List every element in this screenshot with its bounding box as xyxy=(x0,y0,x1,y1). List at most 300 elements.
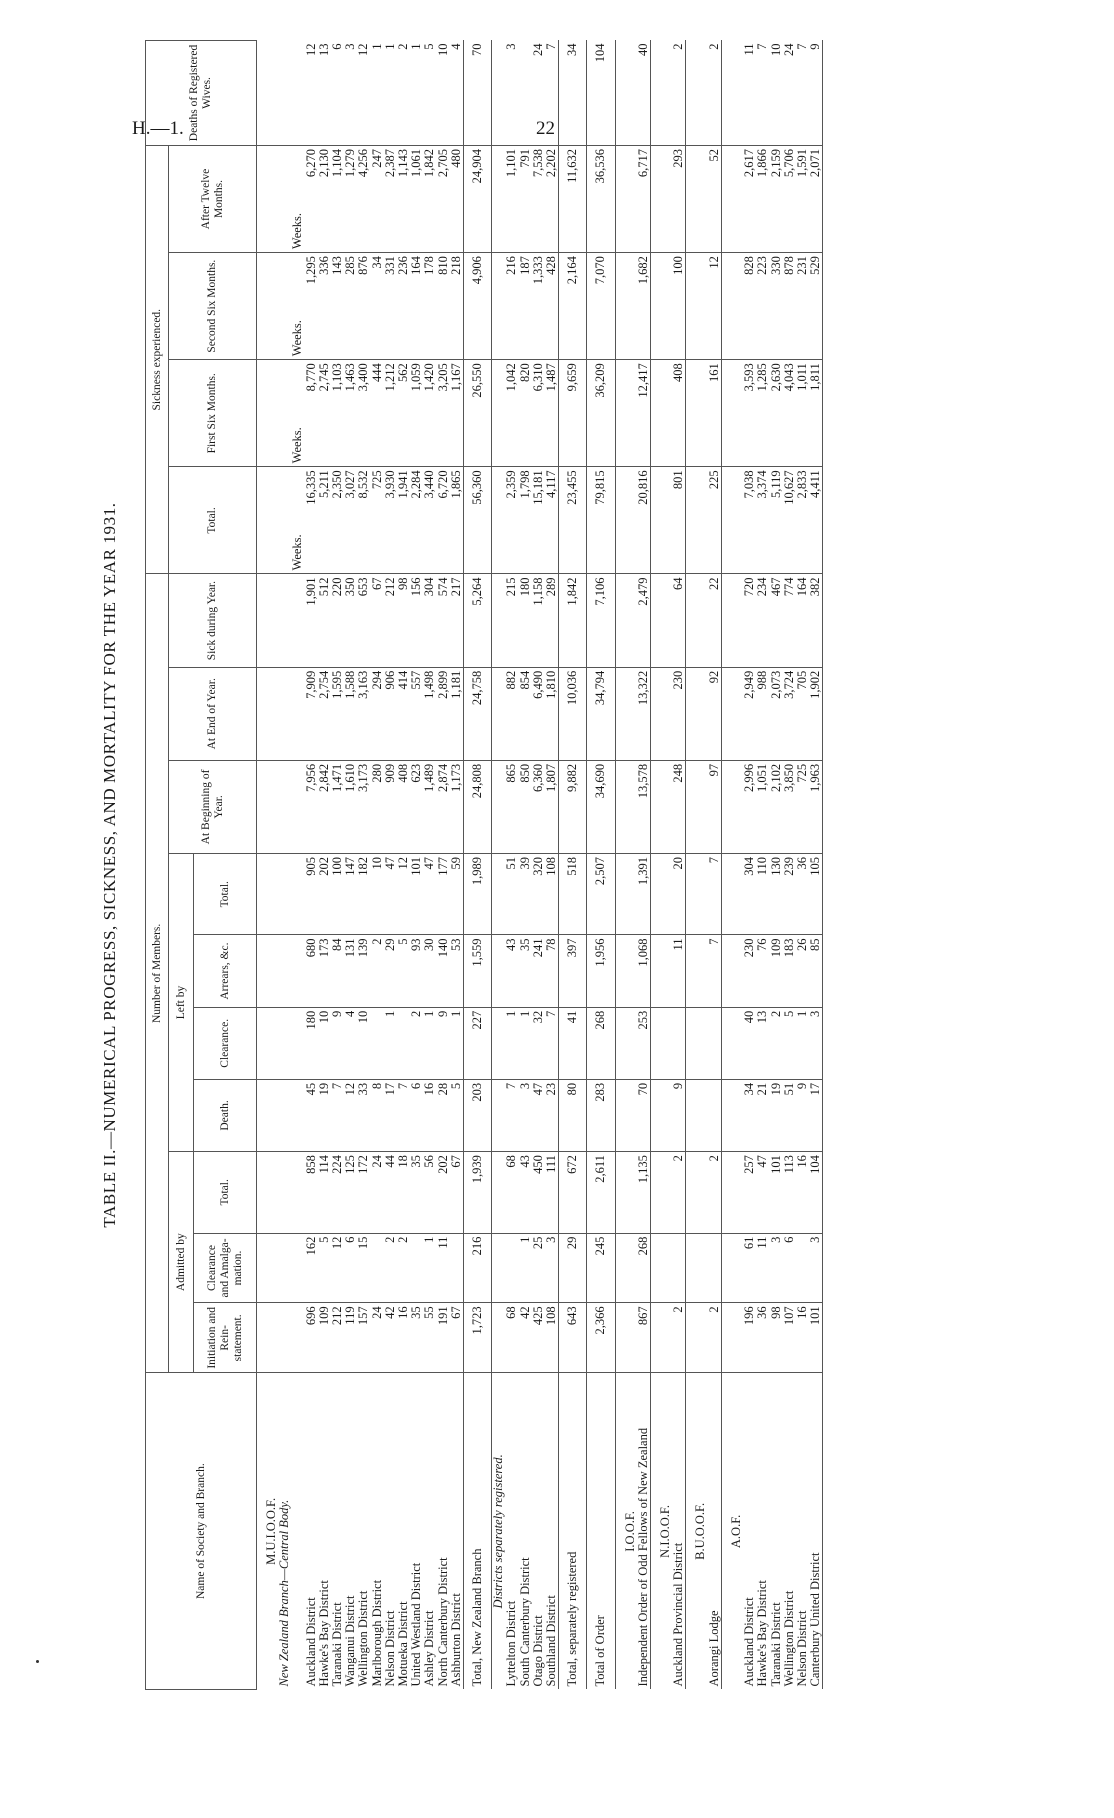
table-cell: 36 xyxy=(796,854,809,936)
table-cell: 6 xyxy=(344,1233,357,1303)
table-cell: 9 xyxy=(672,1079,686,1151)
table-cell: 1,941 xyxy=(397,467,410,574)
table-cell: 2 xyxy=(410,1007,423,1079)
table-cell: 1,989 xyxy=(464,854,492,936)
empty-cell xyxy=(651,41,673,146)
table-row xyxy=(357,41,370,1690)
table-cell: 12,417 xyxy=(637,360,651,467)
table-cell: 2,842 xyxy=(318,760,331,853)
table-cell: 529 xyxy=(809,253,823,360)
table-cell: 220 xyxy=(331,574,344,667)
empty-cell xyxy=(721,935,743,1007)
table-cell: 218 xyxy=(450,253,464,360)
empty-cell xyxy=(492,360,506,467)
empty-cell xyxy=(651,574,673,667)
table-cell: 3,374 xyxy=(756,467,769,574)
table-cell: 30 xyxy=(423,935,436,1007)
table-cell: 1 xyxy=(519,1233,532,1303)
table-cell: 1,333 xyxy=(532,253,545,360)
table-cell: 41 xyxy=(559,1007,587,1079)
table-cell: 1,559 xyxy=(464,935,492,1007)
table-cell: 1,173 xyxy=(450,760,464,853)
table-cell: 161 xyxy=(708,360,722,467)
table-cell: 720 xyxy=(743,574,756,667)
table-cell: 24,808 xyxy=(464,760,492,853)
empty-cell xyxy=(721,1079,743,1151)
total-row xyxy=(559,41,587,1690)
empty-cell xyxy=(721,667,743,760)
table-cell: 331 xyxy=(384,253,397,360)
table-cell: 59 xyxy=(450,854,464,936)
table-cell: 1,811 xyxy=(809,360,823,467)
table-cell: 7 xyxy=(756,41,769,146)
table-cell: 1,963 xyxy=(809,760,823,853)
table-row xyxy=(545,41,559,1690)
table-cell: 227 xyxy=(464,1007,492,1079)
table-cell: 35 xyxy=(410,1152,423,1234)
table-cell: 241 xyxy=(532,935,545,1007)
table-cell: 820 xyxy=(519,360,532,467)
table-cell: 101 xyxy=(809,1303,823,1373)
table-cell: 28 xyxy=(437,1079,450,1151)
empty-cell xyxy=(615,760,637,853)
table-cell: 906 xyxy=(384,667,397,760)
table-cell: 3,724 xyxy=(783,667,796,760)
table-cell: 2 xyxy=(708,1152,722,1234)
table-cell: 19 xyxy=(318,1079,331,1151)
table-cell: 13,578 xyxy=(637,760,651,853)
table-cell: 9 xyxy=(437,1007,450,1079)
order-total-row xyxy=(587,41,615,1690)
table-cell: 7 xyxy=(397,1079,410,1151)
society-heading-row xyxy=(257,41,279,1690)
table-cell xyxy=(708,1079,722,1151)
table-cell: 7,070 xyxy=(587,253,615,360)
table-cell: Marlborough District xyxy=(369,1579,384,1687)
col-header-arrears: Arrears, &c. xyxy=(194,935,257,1007)
table-cell: 1,391 xyxy=(637,854,651,936)
table-cell: 5 xyxy=(423,41,436,146)
table-cell: 2,617 xyxy=(743,145,756,252)
table-cell: 6,717 xyxy=(637,145,651,252)
table-cell: 225 xyxy=(708,467,722,574)
table-cell: 8,532 xyxy=(357,467,370,574)
table-cell xyxy=(371,1007,384,1079)
table-cell: 6,310 xyxy=(532,360,545,467)
table-cell: 16,335 xyxy=(305,467,318,574)
table-row xyxy=(708,41,722,1690)
table-cell: 26 xyxy=(796,935,809,1007)
table-cell: 801 xyxy=(672,467,686,574)
table-cell: 98 xyxy=(770,1303,783,1373)
table-cell: 3,930 xyxy=(384,467,397,574)
table-cell: 850 xyxy=(519,760,532,853)
table-cell: 5,211 xyxy=(318,467,331,574)
table-cell: 43 xyxy=(505,935,518,1007)
table-cell: Total, separately registered xyxy=(559,1373,587,1690)
table-cell: 24 xyxy=(371,1152,384,1234)
table-cell: 2 xyxy=(371,935,384,1007)
table-cell: 1 xyxy=(796,1007,809,1079)
empty-cell xyxy=(686,935,708,1007)
table-cell: 3 xyxy=(809,1233,823,1303)
empty-cell xyxy=(257,1303,279,1373)
table-cell: 1,212 xyxy=(384,360,397,467)
table-cell: 7,106 xyxy=(587,574,615,667)
table-cell: 42 xyxy=(519,1303,532,1373)
table-cell: 1,610 xyxy=(344,760,357,853)
table-cell: 110 xyxy=(756,854,769,936)
table-cell: 114 xyxy=(318,1152,331,1234)
table-cell: 97 xyxy=(708,760,722,853)
table-cell: 7 xyxy=(331,1079,344,1151)
table-cell: 216 xyxy=(464,1233,492,1303)
table-cell: 3 xyxy=(519,1079,532,1151)
table-cell: 108 xyxy=(545,1303,559,1373)
table-cell: 1 xyxy=(423,1233,436,1303)
page-number: 22 xyxy=(536,118,555,139)
table-cell: Independent Order of Odd Fellows of New Zealand xyxy=(635,1427,650,1687)
table-cell: 253 xyxy=(637,1007,651,1079)
empty-cell xyxy=(291,1079,304,1151)
empty-cell xyxy=(615,1233,637,1303)
table-cell: 5,706 xyxy=(783,145,796,252)
empty-cell xyxy=(686,1233,708,1303)
table-row xyxy=(770,41,783,1690)
table-cell: Nelson District xyxy=(382,1610,397,1687)
table-cell: 18 xyxy=(397,1152,410,1234)
col-header-second-six-months: Second Six Months. xyxy=(169,253,257,360)
table-cell: 268 xyxy=(587,1007,615,1079)
table-row xyxy=(519,41,532,1690)
table-cell: 6,270 xyxy=(305,145,318,252)
table-cell: 1,011 xyxy=(796,360,809,467)
table-cell: Auckland District xyxy=(303,1597,318,1687)
table-cell: 3 xyxy=(809,1007,823,1079)
empty-cell xyxy=(651,667,673,760)
table-cell: 1,059 xyxy=(410,360,423,467)
empty-cell xyxy=(257,1079,279,1151)
table-cell: 2,833 xyxy=(796,467,809,574)
table-cell: 29 xyxy=(559,1233,587,1303)
empty-cell xyxy=(615,574,637,667)
table-cell: 7,909 xyxy=(305,667,318,760)
table-cell: 10 xyxy=(770,41,783,146)
empty-cell xyxy=(686,41,708,146)
scan-speck xyxy=(36,1660,39,1663)
table-cell: 2 xyxy=(397,41,410,146)
table-cell: 574 xyxy=(437,574,450,667)
empty-cell xyxy=(257,935,279,1007)
table-cell: 2,071 xyxy=(809,145,823,252)
table-cell: 239 xyxy=(783,854,796,936)
col-header-deaths-of-wives: Deaths of Registered Wives. xyxy=(146,41,257,146)
table-cell: 9,659 xyxy=(559,360,587,467)
table-cell: 2,874 xyxy=(437,760,450,853)
table-cell: 2,899 xyxy=(437,667,450,760)
table-cell: 562 xyxy=(397,360,410,467)
col-group-sickness-experienced: Sickness experienced. xyxy=(146,145,169,574)
empty-cell xyxy=(291,1373,304,1690)
table-cell: 3,400 xyxy=(357,360,370,467)
table-cell: 10 xyxy=(371,854,384,936)
empty-cell xyxy=(492,467,506,574)
table-cell: 867 xyxy=(637,1303,651,1373)
table-cell: 2 xyxy=(384,1233,397,1303)
table-cell: 248 xyxy=(672,760,686,853)
table-cell: 16 xyxy=(423,1079,436,1151)
numerical-progress-table xyxy=(145,40,823,1690)
table-cell: 67 xyxy=(450,1152,464,1234)
empty-cell xyxy=(492,574,506,667)
table-cell: 7 xyxy=(545,1007,559,1079)
table-cell: 12 xyxy=(331,1233,344,1303)
table-cell: 29 xyxy=(384,935,397,1007)
col-header-at-beginning: At Beginning of Year. xyxy=(169,760,257,853)
col-header-total-admitted: Total. xyxy=(194,1152,257,1234)
empty-cell xyxy=(291,1007,304,1079)
table-cell: 22 xyxy=(708,574,722,667)
table-cell: 4,411 xyxy=(809,467,823,574)
table-cell xyxy=(708,1233,722,1303)
empty-cell xyxy=(257,574,279,667)
empty-cell xyxy=(291,41,304,146)
empty-cell xyxy=(686,667,708,760)
col-header-first-six-months: First Six Months. xyxy=(169,360,257,467)
empty-cell xyxy=(651,1079,673,1151)
col-header-sick-during: Sick during Year. xyxy=(169,574,257,667)
empty-cell xyxy=(651,1233,673,1303)
col-group-left-by: Left by xyxy=(169,854,194,1152)
table-cell: 1,158 xyxy=(532,574,545,667)
table-cell: 6 xyxy=(410,1079,423,1151)
table-cell xyxy=(371,1233,384,1303)
empty-cell xyxy=(278,1152,291,1234)
table-cell: 157 xyxy=(357,1303,370,1373)
table-cell: 1,810 xyxy=(545,667,559,760)
table-cell: 643 xyxy=(559,1303,587,1373)
table-row xyxy=(423,41,436,1690)
table-cell: 2,507 xyxy=(587,854,615,936)
table-cell: 408 xyxy=(397,760,410,853)
table-cell xyxy=(672,1007,686,1079)
table-cell: 36 xyxy=(756,1303,769,1373)
table-cell: 172 xyxy=(357,1152,370,1234)
table-row xyxy=(371,41,384,1690)
table-cell: 988 xyxy=(756,667,769,760)
empty-cell xyxy=(492,667,506,760)
table-cell: 100 xyxy=(672,253,686,360)
table-cell: 55 xyxy=(423,1303,436,1373)
table-cell: 10 xyxy=(357,1007,370,1079)
table-cell: Districts separately registered. xyxy=(492,1373,506,1690)
table-cell: 1,956 xyxy=(587,935,615,1007)
empty-cell xyxy=(615,1152,637,1234)
table-cell: 35 xyxy=(519,935,532,1007)
table-cell: 196 xyxy=(743,1303,756,1373)
table-cell: 1,591 xyxy=(796,145,809,252)
table-cell: 3 xyxy=(770,1233,783,1303)
table-cell xyxy=(450,1233,464,1303)
table-cell: 180 xyxy=(519,574,532,667)
table-cell: 1,901 xyxy=(305,574,318,667)
weeks-unit-row xyxy=(291,41,304,1690)
table-cell: 51 xyxy=(783,1079,796,1151)
table-cell: 293 xyxy=(672,145,686,252)
table-cell: 92 xyxy=(708,667,722,760)
table-cell: 289 xyxy=(545,574,559,667)
table-cell: 24,758 xyxy=(464,667,492,760)
empty-cell xyxy=(686,760,708,853)
col-header-initiation: Initiation and Rein-statement. xyxy=(194,1303,257,1373)
table-cell: 1,143 xyxy=(397,145,410,252)
table-cell: 336 xyxy=(318,253,331,360)
col-header-name: Name of Society and Branch. xyxy=(146,1373,257,1690)
table-cell: A.O.F. xyxy=(721,1373,743,1690)
table-row xyxy=(672,41,686,1690)
table-cell: 187 xyxy=(519,253,532,360)
table-cell: 11 xyxy=(756,1233,769,1303)
table-cell: 350 xyxy=(344,574,357,667)
table-cell: 3 xyxy=(344,41,357,146)
table-cell: 45 xyxy=(305,1079,318,1151)
empty-cell xyxy=(686,854,708,936)
table-cell: Wellington District xyxy=(781,1590,796,1687)
table-cell: 1,865 xyxy=(450,467,464,574)
table-cell: 1,487 xyxy=(545,360,559,467)
table-row xyxy=(305,41,318,1690)
table-cell: Ashley District xyxy=(422,1610,437,1687)
empty-cell xyxy=(651,467,673,574)
empty-cell xyxy=(291,1233,304,1303)
table-cell: 882 xyxy=(505,667,518,760)
empty-cell xyxy=(651,145,673,252)
table-cell: 131 xyxy=(344,935,357,1007)
col-header-clearance-in: Clearance and Amalga-mation. xyxy=(194,1233,257,1303)
table-cell: 2,611 xyxy=(587,1152,615,1234)
table-cell: 44 xyxy=(384,1152,397,1234)
table-cell: 1,068 xyxy=(637,935,651,1007)
table-cell: 909 xyxy=(384,760,397,853)
table-cell: 2,164 xyxy=(559,253,587,360)
table-cell: 20 xyxy=(672,854,686,936)
table-cell: 24 xyxy=(783,41,796,146)
table-cell: 108 xyxy=(545,854,559,936)
table-row xyxy=(783,41,796,1690)
table-cell xyxy=(410,1233,423,1303)
table-cell: 1 xyxy=(505,1007,518,1079)
empty-cell xyxy=(492,41,506,146)
table-cell: 224 xyxy=(331,1152,344,1234)
table-cell: Wellington District xyxy=(356,1590,371,1687)
table-cell xyxy=(397,1007,410,1079)
table-cell: 140 xyxy=(437,935,450,1007)
table-cell: 21 xyxy=(756,1079,769,1151)
table-cell: 285 xyxy=(344,253,357,360)
table-cell: 428 xyxy=(545,253,559,360)
table-cell: 230 xyxy=(672,667,686,760)
table-cell: 7 xyxy=(708,854,722,936)
empty-cell xyxy=(721,467,743,574)
table-cell: 234 xyxy=(756,574,769,667)
table-cell: 8,770 xyxy=(305,360,318,467)
table-cell: 414 xyxy=(397,667,410,760)
table-cell: 107 xyxy=(783,1303,796,1373)
table-cell: 696 xyxy=(305,1303,318,1373)
empty-cell xyxy=(257,1007,279,1079)
empty-cell xyxy=(291,574,304,667)
table-cell: 8 xyxy=(371,1079,384,1151)
table-cell: 11 xyxy=(743,41,756,146)
table-row xyxy=(505,41,518,1690)
table-cell: 5 xyxy=(450,1079,464,1151)
empty-cell xyxy=(278,1007,291,1079)
table-cell: 6 xyxy=(783,1233,796,1303)
table-cell: 236 xyxy=(397,253,410,360)
table-cell: 36,536 xyxy=(587,145,615,252)
empty-cell xyxy=(278,667,291,760)
society-heading-row xyxy=(615,41,637,1690)
table-cell: 35 xyxy=(410,1303,423,1373)
empty-cell xyxy=(686,574,708,667)
empty-cell xyxy=(257,854,279,936)
branch-heading-row xyxy=(278,41,291,1690)
table-cell: 1,103 xyxy=(331,360,344,467)
table-cell: 183 xyxy=(783,935,796,1007)
table-cell: 2 xyxy=(672,1152,686,1234)
table-cell: 382 xyxy=(809,574,823,667)
table-cell: 2,745 xyxy=(318,360,331,467)
table-cell: 11,632 xyxy=(559,145,587,252)
empty-cell xyxy=(651,1303,673,1373)
table-cell: 61 xyxy=(743,1233,756,1303)
table-cell: 16 xyxy=(397,1303,410,1373)
table-cell: 156 xyxy=(410,574,423,667)
table-cell: 1 xyxy=(450,1007,464,1079)
table-cell: Weeks. xyxy=(291,467,304,574)
col-header-at-end: At End of Year. xyxy=(169,667,257,760)
table-cell: 202 xyxy=(318,854,331,936)
table-cell: 1,489 xyxy=(423,760,436,853)
table-cell: 7 xyxy=(505,1079,518,1151)
table-cell: 25 xyxy=(532,1233,545,1303)
total-row xyxy=(464,41,492,1690)
table-cell: 247 xyxy=(371,145,384,252)
table-cell: Weeks. xyxy=(291,145,304,252)
table-cell: 51 xyxy=(505,854,518,936)
empty-cell xyxy=(686,360,708,467)
table-cell: 212 xyxy=(384,574,397,667)
table-cell: 39 xyxy=(519,854,532,936)
table-cell: 33 xyxy=(357,1079,370,1151)
page-series-header: H.—1. xyxy=(132,118,184,139)
table-cell: 47 xyxy=(532,1079,545,1151)
empty-cell xyxy=(492,935,506,1007)
society-heading-row xyxy=(721,41,743,1690)
table-cell: 47 xyxy=(756,1152,769,1234)
table-cell: 791 xyxy=(519,145,532,252)
table-cell xyxy=(519,41,532,146)
table-cell: 2 xyxy=(397,1233,410,1303)
table-cell: 1,295 xyxy=(305,253,318,360)
table-cell: 98 xyxy=(397,574,410,667)
empty-cell xyxy=(291,935,304,1007)
empty-cell xyxy=(492,1303,506,1373)
table-cell: 268 xyxy=(637,1233,651,1303)
empty-cell xyxy=(278,1233,291,1303)
table-cell xyxy=(672,1233,686,1303)
table-cell: 191 xyxy=(437,1303,450,1373)
